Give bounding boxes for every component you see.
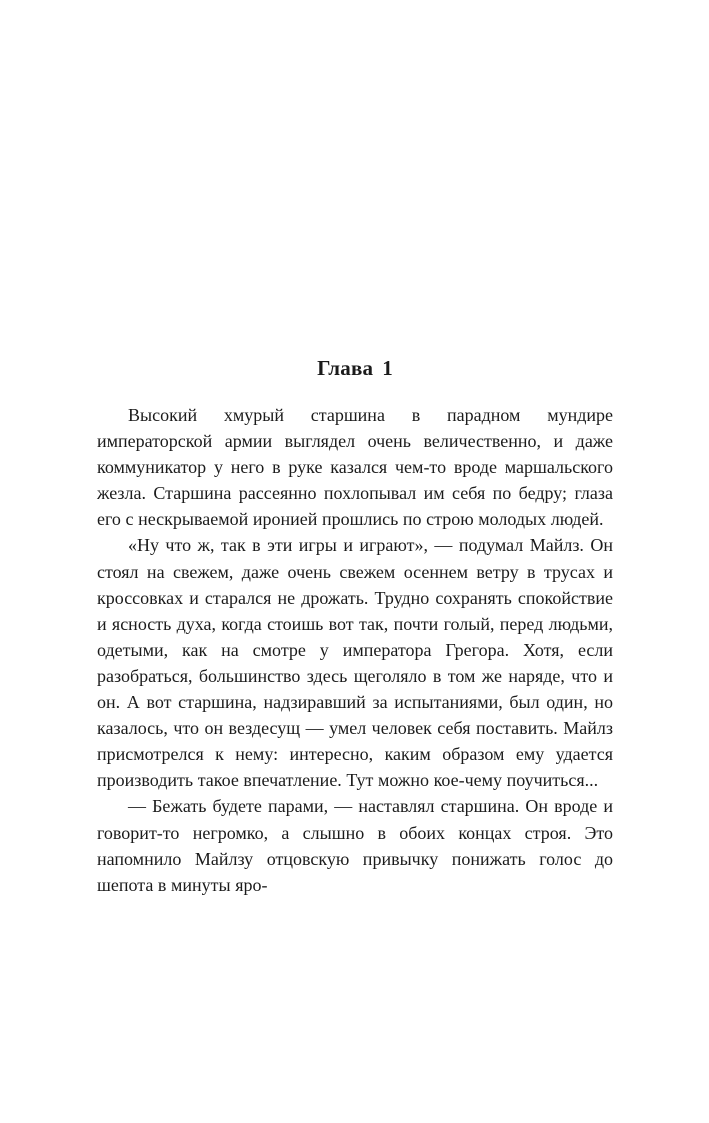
body-paragraph: Высокий хмурый старшина в парадном мундире императорской армии выглядел очень величественно, и даже коммуникатор у него в руке казался чем-то вроде маршальского жезла. Старшина рассеянно похлопывал им себя по бедру; глаза его с нескрываемой иронией прошлись по строю молодых людей. — [97, 405, 613, 530]
chapter-heading-number: 1 — [382, 356, 393, 380]
body-paragraph: «Ну что ж, так в эти игры и играют», — подумал Майлз. Он стоял на свежем, даже очень свежем осеннем ветру в трусах и кроссовках и старался не дрожать. Трудно сохранять спокойствие и ясность духа, когда стоишь вот так, почти голый, перед людьми, одетыми, как на смотре у императора Грегора. Хотя, если разобраться, большинство здесь щеголяло в том же наряде, что и он. А вот старшина, надзиравший за испытаниями, был один, но казалось, что он вездесущ — умел человек себя поставить. Майлз присмотрелся к нему: интересно, каким образом ему удается производить такое впечатление. Тут можно кое-чему поучиться... — [97, 535, 613, 791]
chapter-heading — [97, 356, 613, 380]
page-text-block — [97, 356, 613, 898]
body-paragraph: — Бежать будете парами, — наставлял старшина. Он вроде и говорит-то негромко, а слышно в обоих концах строя. Это напомнило Майлзу отцовскую привычку понижать голос до шепота в минуты яро- — [97, 796, 613, 895]
chapter-heading-title: Глава — [317, 356, 374, 380]
